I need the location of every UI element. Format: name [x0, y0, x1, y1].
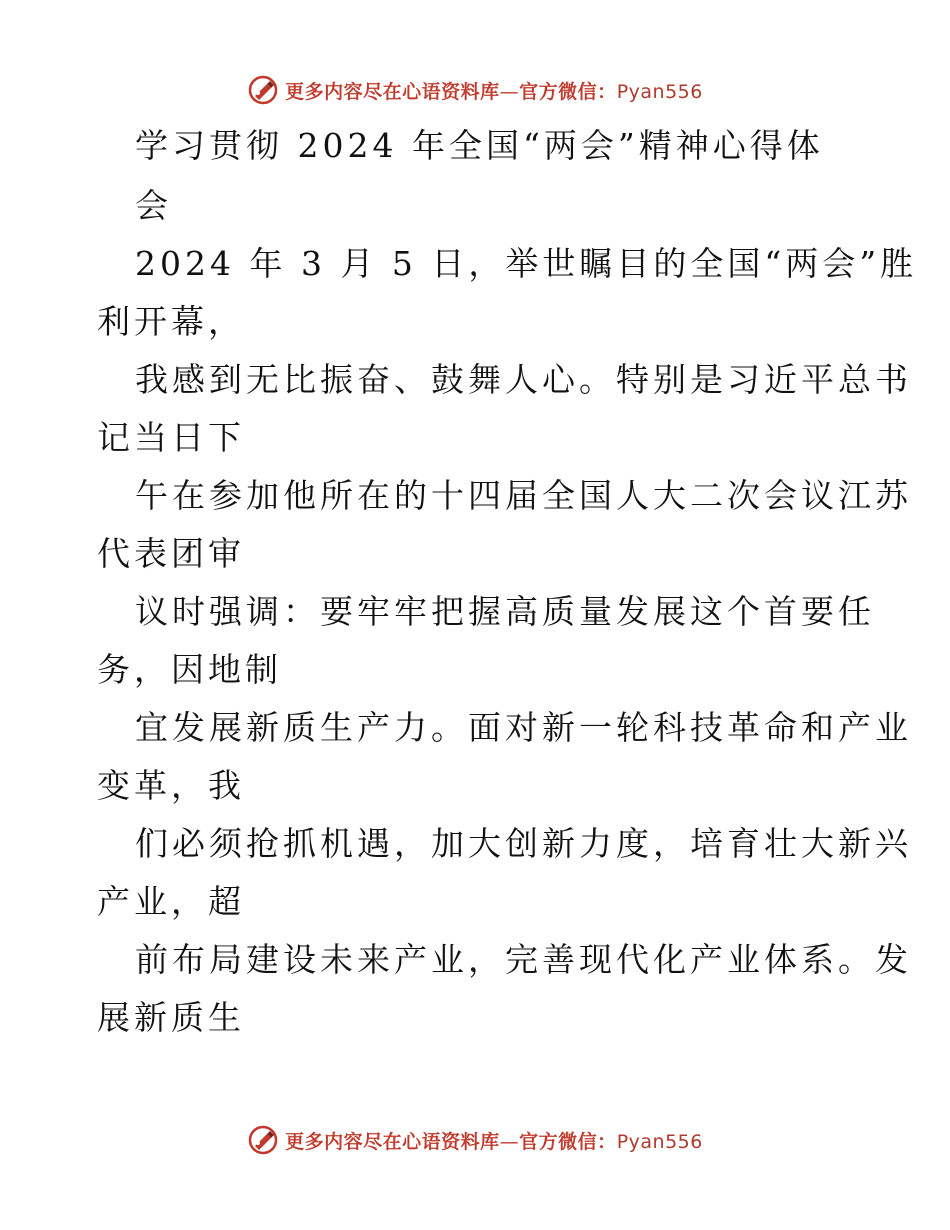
header-separator: —	[499, 80, 520, 103]
paragraph-line: 代表团审	[97, 534, 245, 573]
footer-site-text: 更多内容尽在心语资料库	[285, 1130, 500, 1153]
footer-separator: —	[499, 1130, 520, 1153]
paragraph-line: 午在参加他所在的十四届全国人大二次会议江苏	[135, 476, 912, 515]
paragraph-line: 我感到无比振奋、鼓舞人心。特别是习近平总书	[135, 360, 912, 399]
footer-banner	[0, 1120, 950, 1160]
header-banner	[0, 70, 950, 110]
document-title-line-2: 会	[135, 186, 172, 225]
header-banner-text	[285, 77, 703, 104]
paragraph-line: 2024 年 3 月 5 日，举世瞩目的全国“两会”胜	[135, 244, 918, 283]
paragraph-line: 前布局建设未来产业，完善现代化产业体系。发	[135, 940, 912, 979]
pen-logo-icon	[247, 1124, 279, 1156]
paragraph-line: 变革，我	[97, 766, 245, 805]
pen-logo-icon	[247, 74, 279, 106]
header-site-text: 更多内容尽在心语资料库	[285, 80, 500, 103]
paragraph-line: 利开幕，	[97, 302, 245, 341]
header-wechat-id: Pyan556	[616, 80, 703, 103]
paragraph-line: 议时强调：要牢牢把握高质量发展这个首要任	[135, 592, 875, 631]
paragraph-line: 宜发展新质生产力。面对新一轮科技革命和产业	[135, 708, 912, 747]
paragraph-line: 记当日下	[97, 418, 245, 457]
document-title-line-1: 学习贯彻 2024 年全国“两会”精神心得体	[135, 126, 824, 165]
footer-wechat-id: Pyan556	[616, 1130, 703, 1153]
paragraph-line: 产业，超	[97, 882, 245, 921]
paragraph-line: 展新质生	[97, 998, 245, 1037]
paragraph-line: 务，因地制	[97, 650, 282, 689]
header-wechat-label: 官方微信：	[519, 80, 617, 103]
paragraph-line: 们必须抢抓机遇，加大创新力度，培育壮大新兴	[135, 824, 912, 863]
footer-wechat-label: 官方微信：	[519, 1130, 617, 1153]
footer-banner-text	[285, 1127, 703, 1154]
